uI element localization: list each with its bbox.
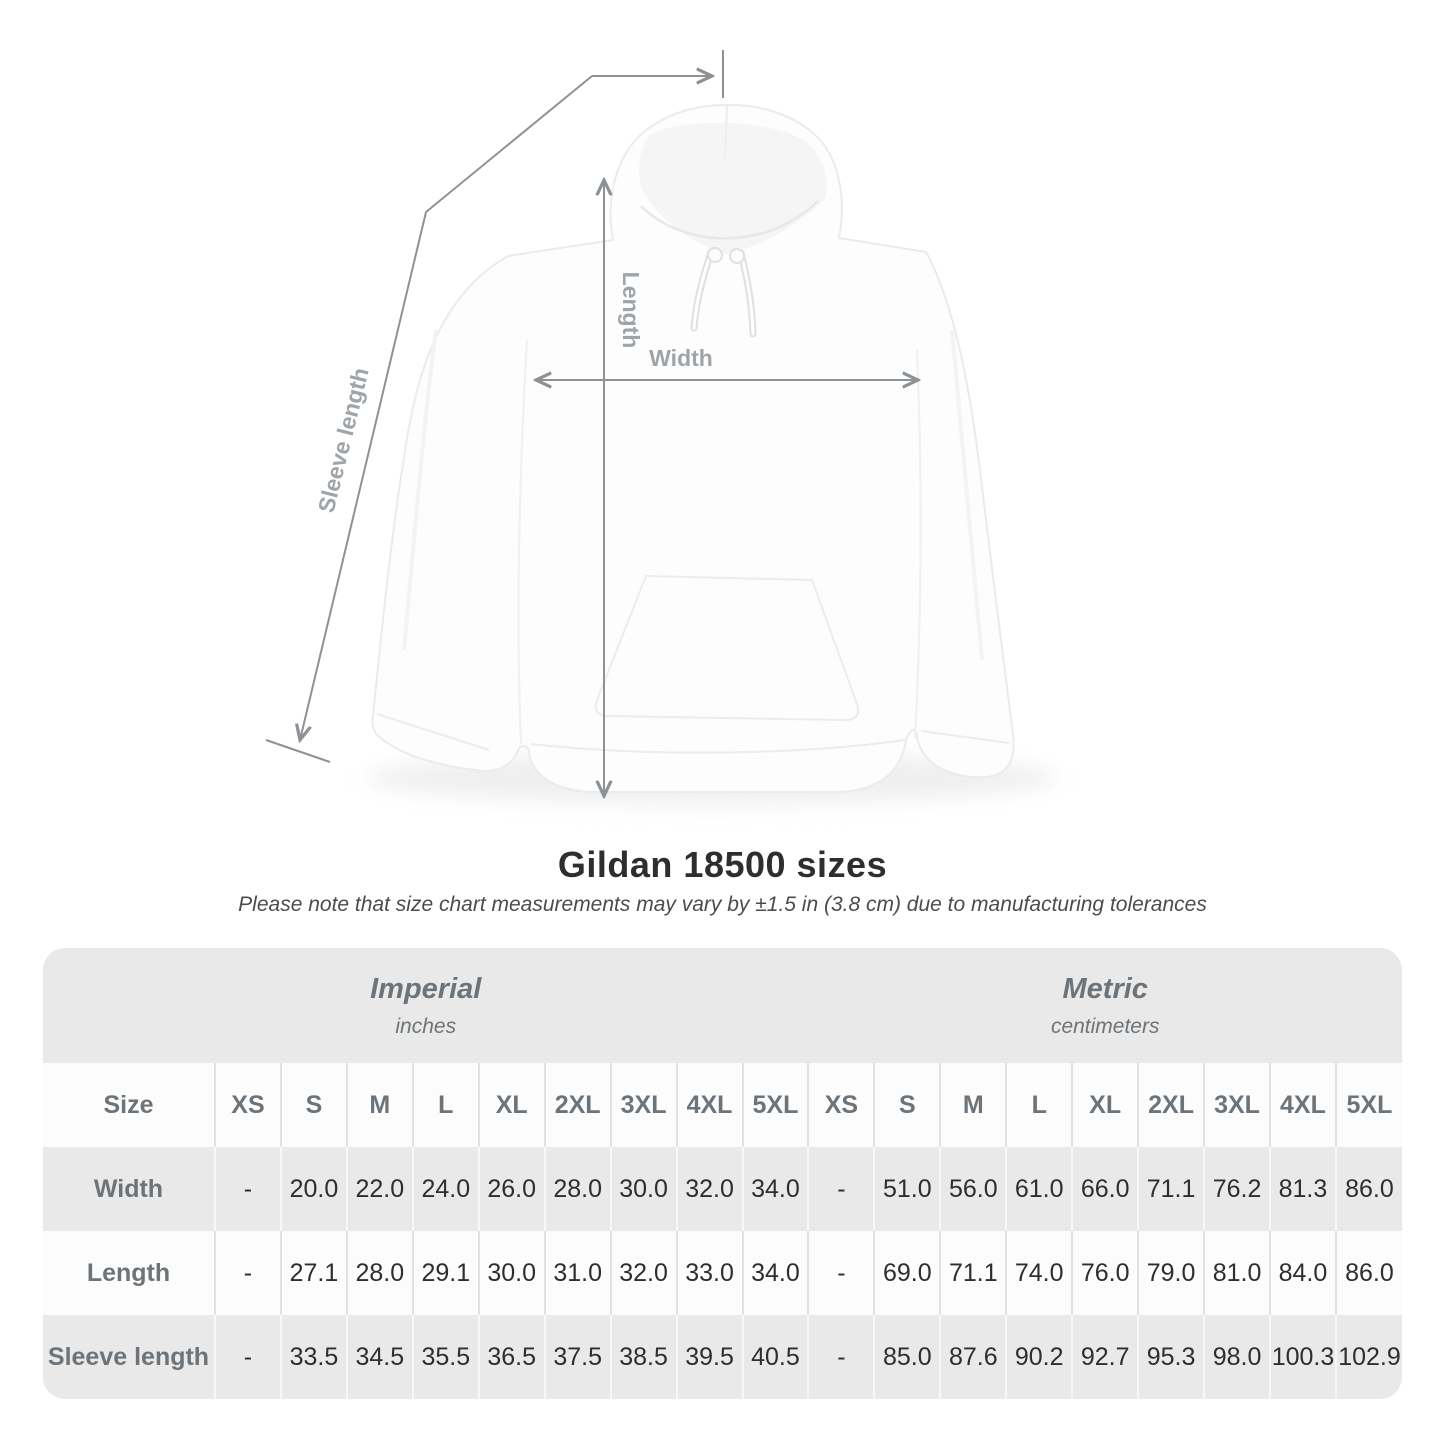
value-cell-imperial: 40.5	[743, 1315, 809, 1399]
value-cell-metric: 84.0	[1270, 1231, 1336, 1315]
unit-group-imperial	[43, 948, 808, 1063]
value-cell-metric: 69.0	[874, 1231, 940, 1315]
value-cell-metric: 81.0	[1204, 1231, 1270, 1315]
size-header-s: S	[874, 1063, 940, 1147]
unit-group-row	[43, 948, 1402, 1063]
size-header-s: S	[281, 1063, 347, 1147]
unit-group-title: Imperial	[370, 972, 482, 1005]
size-header-xl: XL	[479, 1063, 545, 1147]
value-cell-imperial: 29.1	[413, 1231, 479, 1315]
value-cell-imperial: 28.0	[347, 1231, 413, 1315]
width-label: Width	[649, 345, 713, 371]
value-cell-imperial: 30.0	[611, 1147, 677, 1231]
row-label: Width	[93, 1174, 164, 1203]
value-cell-imperial: 39.5	[677, 1315, 743, 1399]
value-cell-imperial: 22.0	[347, 1147, 413, 1231]
value-cell-metric: -	[808, 1231, 874, 1315]
value-cell-metric: 100.3	[1270, 1315, 1336, 1399]
value-cell-metric: 56.0	[940, 1147, 1006, 1231]
size-header-m: M	[940, 1063, 1006, 1147]
value-cell-imperial: 20.0	[281, 1147, 347, 1231]
value-cell-imperial: 33.5	[281, 1315, 347, 1399]
size-header-l: L	[413, 1063, 479, 1147]
value-cell-imperial: 30.0	[479, 1231, 545, 1315]
size-header-row	[43, 1063, 1402, 1147]
unit-group-unit: inches	[395, 1014, 457, 1038]
size-header-xl: XL	[1072, 1063, 1138, 1147]
value-cell-imperial: -	[215, 1315, 281, 1399]
size-header-5xl: 5XL	[743, 1063, 809, 1147]
size-header-m: M	[347, 1063, 413, 1147]
value-cell-imperial: 34.0	[743, 1147, 809, 1231]
row-label: Sleeve length	[47, 1342, 210, 1371]
value-cell-metric: 86.0	[1336, 1231, 1402, 1315]
size-header-2xl: 2XL	[1138, 1063, 1204, 1147]
measurement-row-width	[43, 1147, 1402, 1231]
value-cell-imperial: 33.0	[677, 1231, 743, 1315]
length-label: Length	[618, 271, 644, 349]
page-title: Gildan 18500 sizes	[557, 844, 888, 885]
value-cell-metric: 102.9	[1336, 1315, 1402, 1399]
size-header-3xl: 3XL	[611, 1063, 677, 1147]
row-label: Length	[86, 1258, 171, 1287]
value-cell-imperial: -	[215, 1231, 281, 1315]
size-table	[43, 948, 1402, 1399]
value-cell-metric: 81.3	[1270, 1147, 1336, 1231]
size-header-4xl: 4XL	[677, 1063, 743, 1147]
tolerance-note: Please note that size chart measurements may vary by ±1.5 in (3.8 cm) due to manufacturing tolerances	[238, 893, 1207, 916]
size-header-xs: XS	[215, 1063, 281, 1147]
value-cell-imperial: 31.0	[545, 1231, 611, 1315]
size-column-header: Size	[103, 1090, 154, 1119]
sleeve-bottom-tick	[266, 740, 330, 762]
measurement-row-length	[43, 1231, 1402, 1315]
value-cell-metric: 92.7	[1072, 1315, 1138, 1399]
size-header-2xl: 2XL	[545, 1063, 611, 1147]
value-cell-metric: 74.0	[1006, 1231, 1072, 1315]
value-cell-metric: 61.0	[1006, 1147, 1072, 1231]
value-cell-imperial: 36.5	[479, 1315, 545, 1399]
value-cell-metric: -	[808, 1315, 874, 1399]
value-cell-metric: 66.0	[1072, 1147, 1138, 1231]
value-cell-metric: -	[808, 1147, 874, 1231]
value-cell-imperial: 35.5	[413, 1315, 479, 1399]
value-cell-metric: 95.3	[1138, 1315, 1204, 1399]
value-cell-imperial: 32.0	[677, 1147, 743, 1231]
value-cell-imperial: 28.0	[545, 1147, 611, 1231]
size-header-3xl: 3XL	[1204, 1063, 1270, 1147]
value-cell-imperial: 24.0	[413, 1147, 479, 1231]
value-cell-metric: 71.1	[940, 1231, 1006, 1315]
value-cell-imperial: 32.0	[611, 1231, 677, 1315]
value-cell-imperial: 27.1	[281, 1231, 347, 1315]
size-header-5xl: 5XL	[1336, 1063, 1402, 1147]
size-header-4xl: 4XL	[1270, 1063, 1336, 1147]
value-cell-metric: 51.0	[874, 1147, 940, 1231]
hoodie-illustration	[367, 105, 1057, 804]
value-cell-metric: 98.0	[1204, 1315, 1270, 1399]
size-table-container	[43, 948, 1402, 1399]
value-cell-metric: 90.2	[1006, 1315, 1072, 1399]
unit-group-metric	[808, 948, 1402, 1063]
unit-group-unit: centimeters	[1050, 1014, 1160, 1038]
value-cell-metric: 86.0	[1336, 1147, 1402, 1231]
value-cell-imperial: -	[215, 1147, 281, 1231]
value-cell-imperial: 37.5	[545, 1315, 611, 1399]
size-header-l: L	[1006, 1063, 1072, 1147]
value-cell-imperial: 34.5	[347, 1315, 413, 1399]
value-cell-metric: 85.0	[874, 1315, 940, 1399]
value-cell-imperial: 26.0	[479, 1147, 545, 1231]
unit-group-title: Metric	[1062, 972, 1148, 1005]
value-cell-metric: 76.2	[1204, 1147, 1270, 1231]
size-table-body	[43, 948, 1402, 1399]
value-cell-metric: 87.6	[940, 1315, 1006, 1399]
value-cell-metric: 76.0	[1072, 1231, 1138, 1315]
value-cell-metric: 79.0	[1138, 1231, 1204, 1315]
sleeve-length-label: Sleeve length	[312, 364, 374, 516]
size-header-xs: XS	[808, 1063, 874, 1147]
drawstring-bow-left	[708, 248, 722, 262]
value-cell-imperial: 34.0	[743, 1231, 809, 1315]
drawstring-bow-right	[730, 249, 744, 263]
measurement-row-sleeve-length	[43, 1315, 1402, 1399]
value-cell-imperial: 38.5	[611, 1315, 677, 1399]
value-cell-metric: 71.1	[1138, 1147, 1204, 1231]
